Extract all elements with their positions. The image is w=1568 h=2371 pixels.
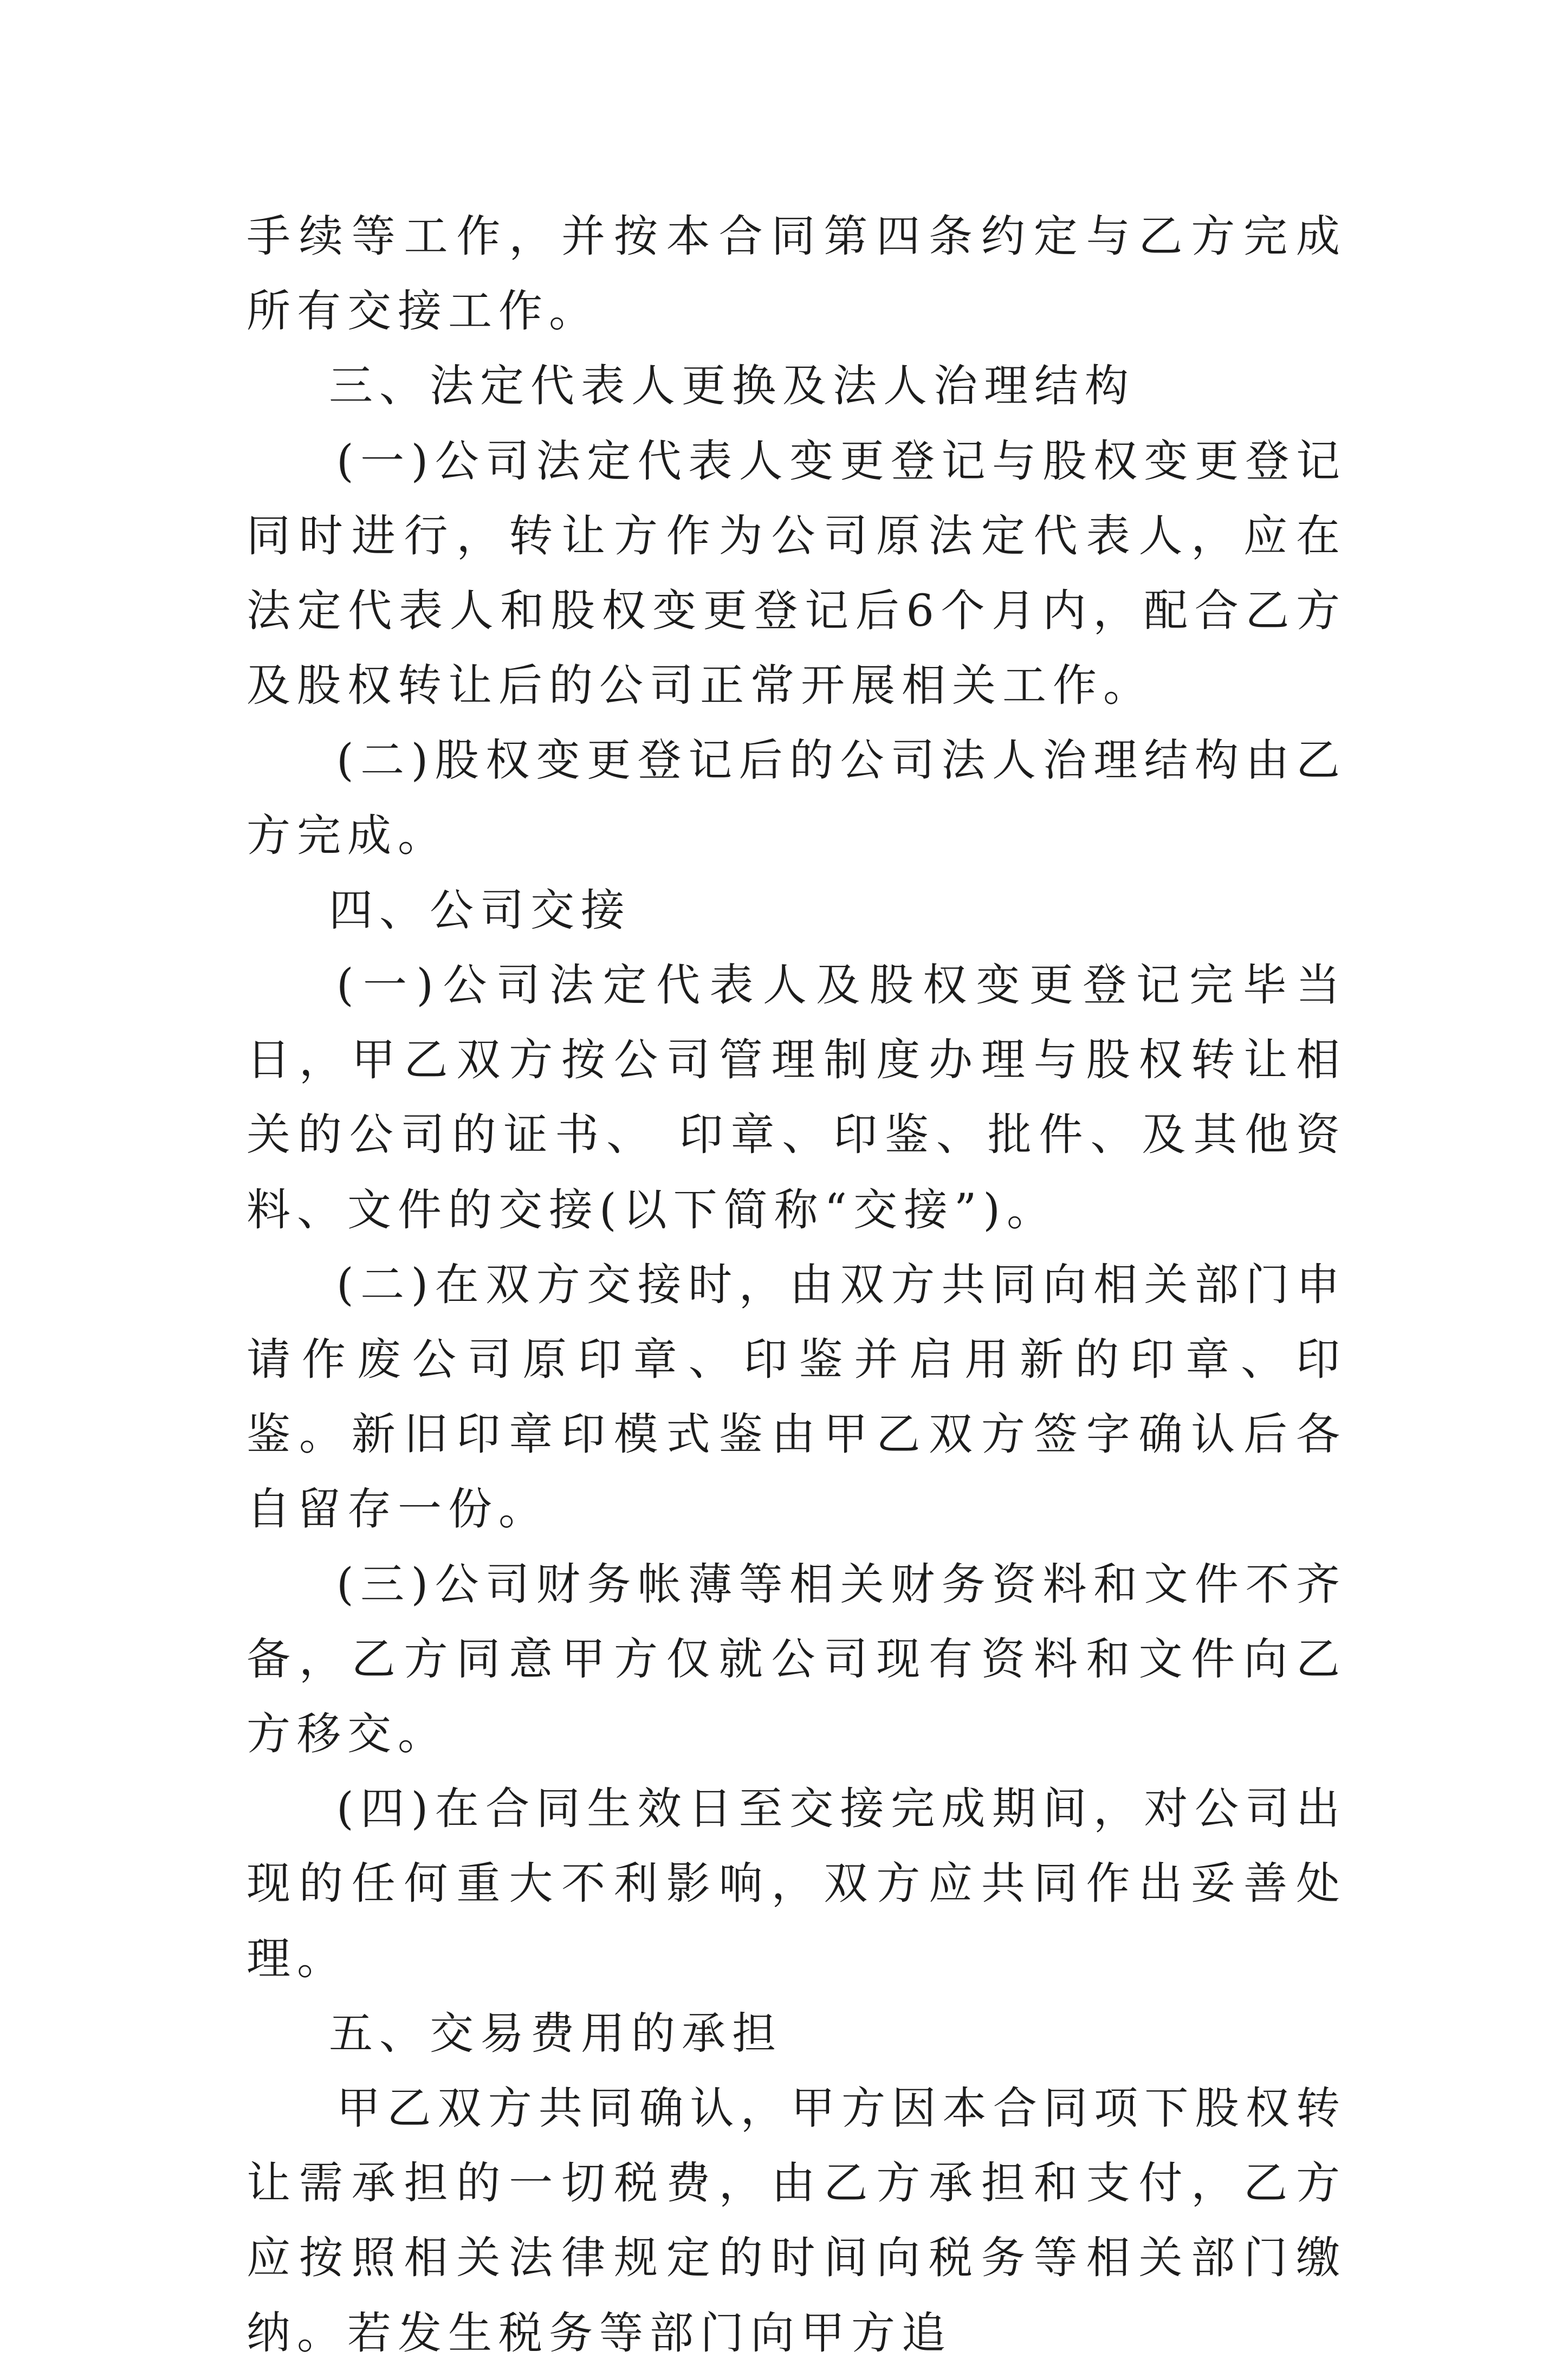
clause-3-1: (一)公司法定代表人变更登记与股权变更登记同时进行，转让方作为公司原法定代表人，应在法定代表人和股权变更登记后6个月内，配合乙方及股权转让后的公司正常开展相关工作。 [247,436,1346,712]
document-body [247,199,1346,2371]
clause-4-3: (三)公司财务帐薄等相关财务资料和文件不齐备，乙方同意甲方仅就公司现有资料和文件向乙方移交。 [247,1559,1346,1760]
section-heading-5: 五、交易费用的承担 [329,2008,783,2059]
clause-4-2: (二)在双方交接时，由双方共同向相关部门申请作废公司原印章、印鉴并启用新的印章、印鉴。新旧印章印模式鉴由甲乙双方签字确认后各自留存一份。 [247,1259,1346,1536]
section-heading-4: 四、公司交接 [329,885,632,936]
section-heading-3: 三、法定代表人更换及法人治理结构 [329,361,1136,412]
clause-5-1: 甲乙双方共同确认，甲方因本合同项下股权转让需承担的一切税费，由乙方承担和支付，乙方应按照相关法律规定的时间向税务等相关部门缴纳。若发生税务等部门向甲方追 [247,2083,1346,2359]
clause-3-2: (二)股权变更登记后的公司法人治理结构由乙方完成。 [247,735,1346,861]
clause-4-4: (四)在合同生效日至交接完成期间，对公司出现的任何重大不利影响，双方应共同作出妥善处理。 [247,1784,1346,1985]
clause-4-1: (一)公司法定代表人及股权变更登记完毕当日，甲乙双方按公司管理制度办理与股权转让相关的公司的证书、 印章、印鉴、批件、及其他资料、文件的交接(以下简称“交接”)。 [247,960,1346,1236]
paragraph-continuation: 手续等工作，并按本合同第四条约定与乙方完成所有交接工作。 [247,211,1346,338]
